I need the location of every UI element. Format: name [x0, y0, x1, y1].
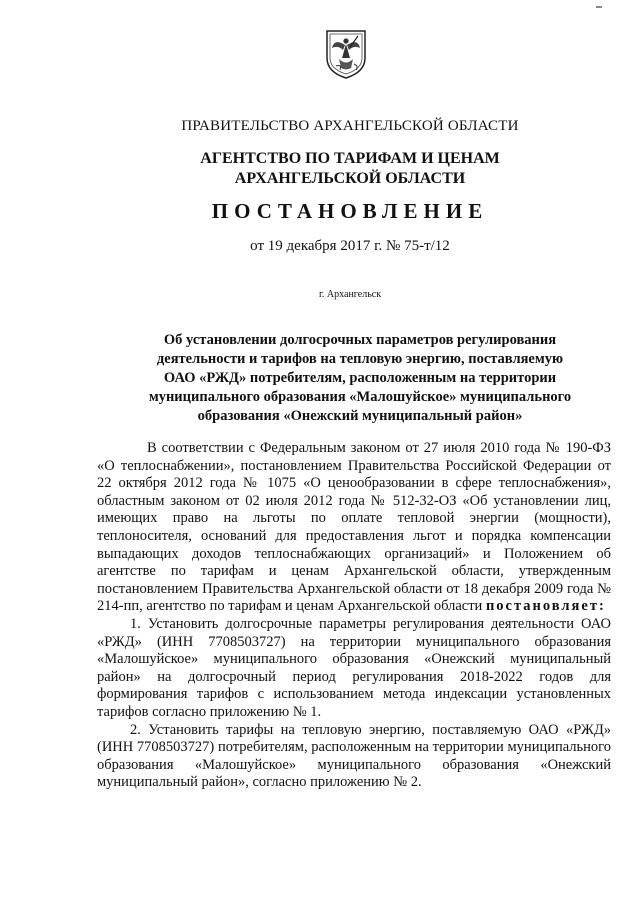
coat-of-arms-icon [324, 28, 368, 80]
resolves-word: постановляет: [485, 598, 606, 615]
document-body [97, 440, 611, 792]
document-subject [110, 331, 610, 426]
item-1-paragraph: 1. Установить долгосрочные параметры регулирования деятельности ОАО «РЖД» (ИНН 7708503727) на территории муниципального образования «Малошуйское» муниципального образования «Онежский муниципальный район» на долгосрочный период регулирования 2018-2022 годов для формирования тарифов с использованием метода индексации установленных тарифов согласно приложению № 1. [97, 615, 611, 720]
agency-name-line1: АГЕНТСТВО ПО ТАРИФАМ И ЦЕНАМ [200, 150, 500, 167]
subject-line: образования «Онежский муниципальный район» [197, 408, 523, 424]
document-city: г. Архангельск [318, 289, 382, 300]
government-name: ПРАВИТЕЛЬСТВО АРХАНГЕЛЬСКОЙ ОБЛАСТИ [181, 118, 519, 134]
subject-line: ОАО «РЖД» потребителям, расположенным на территории [163, 370, 557, 386]
preamble-paragraph [97, 440, 611, 616]
scan-mark [596, 6, 602, 8]
agency-name-line2: АРХАНГЕЛЬСКОЙ ОБЛАСТИ [234, 170, 466, 187]
agency-name [90, 149, 610, 189]
subject-line: Об установлении долгосрочных параметров регулирования [163, 332, 557, 348]
subject-line: муниципального образования «Малошуйское» муниципального [148, 389, 572, 405]
subject-line: деятельности и тарифов на тепловую энергию, поставляемую [156, 351, 564, 367]
document-date-number: от 19 декабря 2017 г. № 75-т/12 [250, 238, 450, 254]
preamble-text: В соответствии с Федеральным законом от 27 июля 2010 года № 190-ФЗ «О теплоснабжении», постановлением Правительства Российской Федерации от 22 октября 2012 года № 1075 «О ценообразовании в сфере теплоснабжения», областным законом от 02 июля 2012 года № 512-32-ОЗ «Об установлении лиц, имеющих право на льготы по оплате тепловой энергии (мощности), теплоносителя, оснований для предоставления льгот и порядка компенсации выпадающих доходов теплоснабжающих организаций» и Положением об агентстве по тарифам и ценам Архангельской области, утвержденным постановлением Правительства Архангельской области от 18 декабря 2009 года № 214-пп, агентство по тарифам и ценам Архангельской области [97, 440, 611, 615]
document-type: ПОСТАНОВЛЕНИЕ [211, 199, 489, 223]
item-2-paragraph: 2. Установить тарифы на тепловую энергию, поставляемую ОАО «РЖД» (ИНН 7708503727) потребителям, расположенным на территории муниципального образования «Малошуйское» муниципального образования «Онежский муниципальный район», согласно приложению № 2. [97, 721, 611, 791]
